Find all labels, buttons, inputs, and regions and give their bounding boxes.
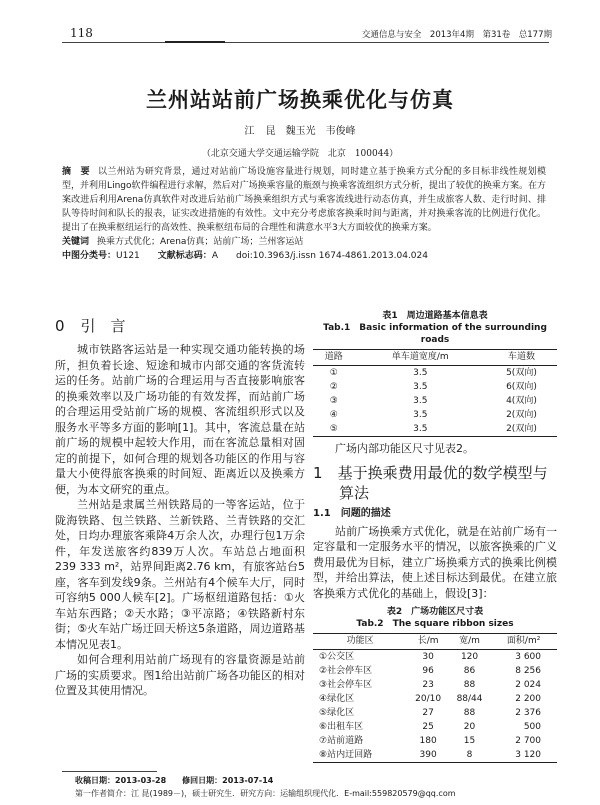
table-cell: 23 — [422, 679, 434, 690]
keywords-text: 换乘方式优化；Arena仿真；站前广场；兰州客运站 — [97, 237, 304, 247]
doc-code-label: 文献标志码： — [157, 251, 212, 261]
table1-caption-cn: 表1 周边道路基本信息表 — [382, 311, 488, 321]
table-cell: ⑦站前道路 — [319, 735, 364, 746]
table-header-row — [313, 634, 557, 650]
subsection-heading-1-1 — [313, 507, 557, 521]
table-cell: 500 — [523, 721, 541, 732]
table-cell: 88/44 — [456, 693, 483, 704]
abstract-label: 摘 要 — [62, 167, 91, 177]
subsection-number: 1.1 — [313, 507, 331, 519]
table-cell: 20/10 — [415, 693, 442, 704]
table-row — [313, 650, 557, 665]
table-cell: 3.5 — [413, 381, 428, 392]
table-cell: ⑤ — [313, 422, 355, 437]
clc: U121 — [116, 251, 140, 261]
table2-caption-en: Tab.2 The square ribbon sizes — [356, 619, 514, 629]
footnote-rule — [62, 771, 157, 772]
table-cell: ③社会停车区 — [319, 679, 373, 690]
table-cell: 30 — [422, 651, 434, 662]
section-title: 引 言 — [80, 317, 126, 335]
table-cell: 2 024 — [515, 679, 541, 690]
table-row — [313, 734, 557, 748]
table-cell: 3.5 — [413, 409, 428, 420]
abstract — [62, 165, 546, 235]
table2-caption-cn: 表2 广场功能区尺寸表 — [386, 607, 484, 617]
table-cell: ⑥出租车区 — [319, 721, 364, 732]
column-header: 道路 — [313, 350, 355, 366]
table-square-sizes — [313, 633, 557, 763]
table-cell: 15 — [463, 735, 476, 746]
table-row — [313, 408, 557, 422]
table-cell: 2 376 — [515, 707, 541, 718]
table-cell: 3.5 — [413, 367, 428, 378]
subsection-title: 问题的描述 — [340, 507, 391, 519]
header-rule-accent — [165, 41, 225, 43]
journal-header: 交通信息与安全 2013年4期 第31卷 总177期 — [361, 30, 552, 40]
paragraph: 站前广场换乘方式优化，就是在站前广场有一定容量和一定服务水平的情况，以旅客换乘的广义费用最优为目标，建立广场换乘方式的换乘比例模型，并给出算法，使上述目标达到最优。在建立旅客换乘方式优化的基础上，假设[3]： — [313, 524, 557, 600]
right-column — [313, 310, 557, 763]
table-cell: ⑧站内迂回路 — [313, 748, 407, 763]
table-row — [313, 706, 557, 720]
paragraph: 广场内部功能区尺寸见表2。 — [335, 442, 474, 455]
table-cell: 120 — [460, 651, 479, 662]
abstract-block — [62, 165, 546, 263]
table-cell: 96 — [422, 665, 434, 676]
author-bio: 第一作者简介：江 昆(1989－)，硕士研究生．研究方向：运输组织现代化．E-mail:559820579@qq.com — [75, 789, 456, 798]
table-cell: 180 — [419, 735, 437, 746]
table-cell: 88 — [463, 707, 476, 718]
table-cell: ④绿化区 — [319, 693, 355, 704]
paragraph: 如何合理利用站前广场现有的容量资源是站前广场的实质要求。图1给出站前广场各功能区的相对位置及其使用情况。 — [55, 653, 305, 697]
affiliation: （北京交通大学交通运输学院 北京 100044） — [201, 149, 399, 159]
authors: 江 昆 魏玉光 韦俊峰 — [244, 126, 356, 137]
table-cell: ② — [329, 381, 338, 392]
section-heading-1 — [313, 463, 557, 503]
table-cell: 25 — [422, 721, 434, 732]
table-cell: 3.5 — [413, 395, 428, 406]
table-cell: ③ — [329, 395, 338, 406]
paper-title: 兰州站站前广场换乘优化与仿真 — [146, 88, 454, 112]
table-cell: 2 700 — [515, 735, 541, 746]
column-header: 宽/m — [449, 634, 490, 650]
table-row — [313, 692, 557, 706]
table-cell: 8 256 — [515, 665, 541, 676]
revised-date: 修回日期：2013-07-14 — [182, 776, 274, 785]
table-surrounding-roads — [313, 349, 557, 437]
section-number: 0 — [55, 317, 65, 335]
table-row — [313, 422, 557, 437]
table-cell: 88 — [463, 679, 476, 690]
section-title: 基于换乘费用最优的数学模型与算法 — [337, 463, 548, 502]
table-cell: 8 — [449, 748, 490, 763]
column-header: 功能区 — [313, 634, 407, 650]
classification — [62, 249, 546, 263]
table-cell: 4(双向) — [506, 395, 537, 406]
table-cell: 86 — [463, 665, 476, 676]
paragraph: 兰州站是隶属兰州铁路局的一等客运站，位于陇海铁路、包兰铁路、兰新铁路、兰青铁路的交汇处，日均办理旅客乘降4万余人次，办理行包1万余件，年发送旅客约839万人次。车站总占地面积239 333 m²，站界间距离2.76 km，有旅客站台5座，客车到发线9条。兰州站有4个候车大厅，同时可容纳5 000人候车[2]。广场枢纽道路包括：①火车站东西路；②天水路；③平凉路；④铁路新村东街；⑤火车站广场迂回天桥这5条道路，周边道路基本情况见表1。 — [55, 498, 305, 651]
column-header: 面积/m² — [490, 634, 557, 650]
table-row — [313, 748, 557, 763]
table-cell: 27 — [422, 707, 434, 718]
table-cell: 5(双向) — [506, 367, 537, 378]
page-number: 118 — [70, 26, 93, 40]
table-cell: ①公交区 — [319, 651, 355, 662]
paragraph: 城市铁路客运站是一种实现交通功能转换的场所，担负着长途、短途和城市内部交通的客货流转运的任务。站前广场的合理运用与否直接影响旅客的换乘效率以及广场功能的有效发挥，而站前广场的合理运用受站前广场的规模、客流组织形式以及服务水平等多方面的影响[1]。其中，客流总量在站前广场的规模中起较大作用，而在客流总量相对固定的前提下，如何合理的规划各功能区的作用与容量大小使得旅客换乘的时间短、距离近以及换乘方便，为本文研究的重点。 — [55, 343, 305, 496]
table-cell: ④ — [329, 409, 338, 420]
table-cell: ②社会停车区 — [319, 665, 373, 676]
table-header-row — [313, 350, 557, 366]
table-cell: 2(双向) — [506, 409, 537, 420]
table-row — [313, 678, 557, 692]
footnote — [75, 774, 555, 800]
column-header: 单车道宽度/m — [355, 350, 486, 366]
table-cell: 2(双向) — [486, 422, 557, 437]
section-number: 1 — [313, 463, 323, 482]
keywords — [62, 235, 546, 249]
section-heading-intro — [55, 316, 305, 336]
left-column — [55, 316, 305, 699]
table-cell: 3 120 — [490, 748, 557, 763]
table-row — [313, 394, 557, 408]
table-row — [313, 380, 557, 394]
table-cell: 3 600 — [515, 651, 541, 662]
table-row — [313, 720, 557, 734]
doi: doi:10.3963/j.issn 1674-4861.2013.04.024 — [236, 251, 428, 261]
received-date: 收稿日期：2013-03-28 — [75, 776, 167, 785]
table-cell: 6(双向) — [506, 381, 537, 392]
table-cell: 3.5 — [355, 422, 486, 437]
table-cell: ① — [329, 367, 338, 378]
table-row — [313, 664, 557, 678]
table1-caption-en: Tab.1 Basic information of the surrounding roads — [323, 323, 547, 345]
table-row — [313, 366, 557, 381]
clc-label: 中图分类号： — [62, 251, 117, 261]
abstract-text: 以兰州站为研究背景，通过对站前广场设施容量进行规划，同时建立基于换乘方式分配的多目标非线性规划模型，并利用Lingo软件编程进行求解，然后对广场换乘容量的瓶颈与换乘客流组织方式分析，提出了较优的换乘方案。在方案改进后利用Arena仿真软件对改进后站前广场换乘组织方式与乘客流线进行动态仿真，并生成旅客人数、走行时间、排队等待时间和队长的报表，证实改进措施的有效性。文中充分考虑旅客换乘时间与距离，并对换乘客流的比例进行优化。提出了在换乘枢纽运行的高效性、换乘枢纽布局的合理性和满意水平3大方面较优的换乘方案。 — [62, 167, 546, 233]
table-cell: 20 — [463, 721, 476, 732]
column-header: 长/m — [407, 634, 448, 650]
doc-code: A — [211, 251, 218, 261]
header-rule — [62, 42, 549, 43]
table-cell: ⑤绿化区 — [319, 707, 355, 718]
table-cell: 390 — [407, 748, 448, 763]
column-header: 车道数 — [486, 350, 557, 366]
table-cell: 2 200 — [515, 693, 541, 704]
keywords-label: 关键词 — [62, 237, 90, 247]
